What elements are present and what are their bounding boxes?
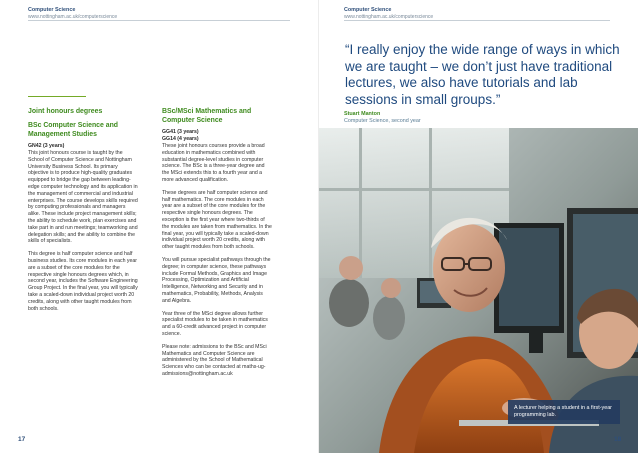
- left-header-url[interactable]: www.nottingham.ac.uk/computerscience: [28, 14, 118, 20]
- paragraph: This joint honours course is taught by the School of Computer Science and Nottingham University Business School. Its primary objective is to produce high-quality graduates equipped to bridge the gap between leading-edge computer technology and its application in the management of commercial and industrial enterprises. The course develops skills required by computing professionals and managers alike. These include project management skills; the ability to schedule work, plan exercises and take part in and run meetings; teamworking and delegation skills; and the ability to combine the skills of specialists.: [28, 150, 138, 245]
- gn42-code: GN42 (3 years): [28, 143, 65, 149]
- joint-honours-heading: Joint honours degrees: [28, 108, 103, 115]
- column-maths-cs: [162, 107, 272, 384]
- quote-author-role: Computer Science, second year: [344, 118, 421, 124]
- section-accent-rule: [28, 96, 86, 97]
- column-joint-honours: [28, 107, 138, 318]
- paragraph: These joint honours courses provide a broad education in mathematics combined with substantial degree-level studies in computer science. The BSc is a three-year degree and the MSci extends this to a fourth year and a more advanced qualification.: [162, 143, 265, 183]
- right-header-title: Computer Science: [344, 7, 392, 13]
- gg41-code: GG41 (3 years): [162, 129, 199, 135]
- left-header-title: Computer Science: [28, 7, 76, 13]
- paragraph: Please note: admissions to the BSc and MSci Mathematics and Computer Science are administered by the School of Mathematical Sciences who can be contacted at maths-ug-admissions@nottingham.ac.uk: [162, 343, 267, 377]
- cs-management-heading: BSc Computer Science and Management Studies: [28, 122, 118, 138]
- quote-author-name: Stuart Manton: [344, 111, 381, 117]
- photo-caption-text: A lecturer helping a student in a first-year programming lab.: [514, 405, 612, 418]
- paragraph: Year three of the MSci degree allows further specialist modules to be taken in mathematics and a 60-credit advanced project in computer science.: [162, 310, 268, 337]
- right-header-rule: [344, 20, 610, 21]
- right-header-url[interactable]: www.nottingham.ac.uk/computerscience: [344, 14, 434, 20]
- left-header: [28, 7, 117, 20]
- page-number-right: 18: [614, 436, 622, 443]
- photo-caption: [508, 400, 620, 424]
- paragraph: You will pursue specialist pathways through the degree; in computer science, these pathways include Formal Methods, Graphics and Image Processing, Optimization and Artificial Intelligence, Networking and Security and in mathematics, Probability, Methods, Analysis and Algebra.: [162, 256, 271, 304]
- student-quote: “I really enjoy the wide range of ways in which we are taught – we don’t just have traditional lectures, we also have tutorials and lab sessions in small groups.”: [345, 42, 620, 107]
- gg14-code: GG14 (4 years): [162, 136, 199, 142]
- page-number-left: 17: [18, 436, 26, 443]
- maths-cs-heading: BSc/MSci Mathematics and Computer Science: [162, 108, 252, 124]
- right-header: [344, 7, 433, 20]
- paragraph: This degree is half computer science and half business studies. Its core modules in each year are a subset of the core modules for the respective single honours degrees which, in second year, includes the Software Engineering Group Project. In the final year, you will typically take a scaled-down individual project worth 20 credits, along with other taught modules from both schools.: [28, 251, 138, 312]
- left-header-rule: [28, 20, 290, 21]
- quote-attribution: [344, 111, 421, 125]
- paragraph: These degrees are half computer science and half mathematics. The core modules in each year are a subset of the core modules for the respective single honours degrees. The exception is the first year where two-thirds of the modules are taken from mathematics. In the final year, you will typically take a scaled-down individual project worth 20 credits, along with other taught modules from both schools.: [162, 189, 272, 251]
